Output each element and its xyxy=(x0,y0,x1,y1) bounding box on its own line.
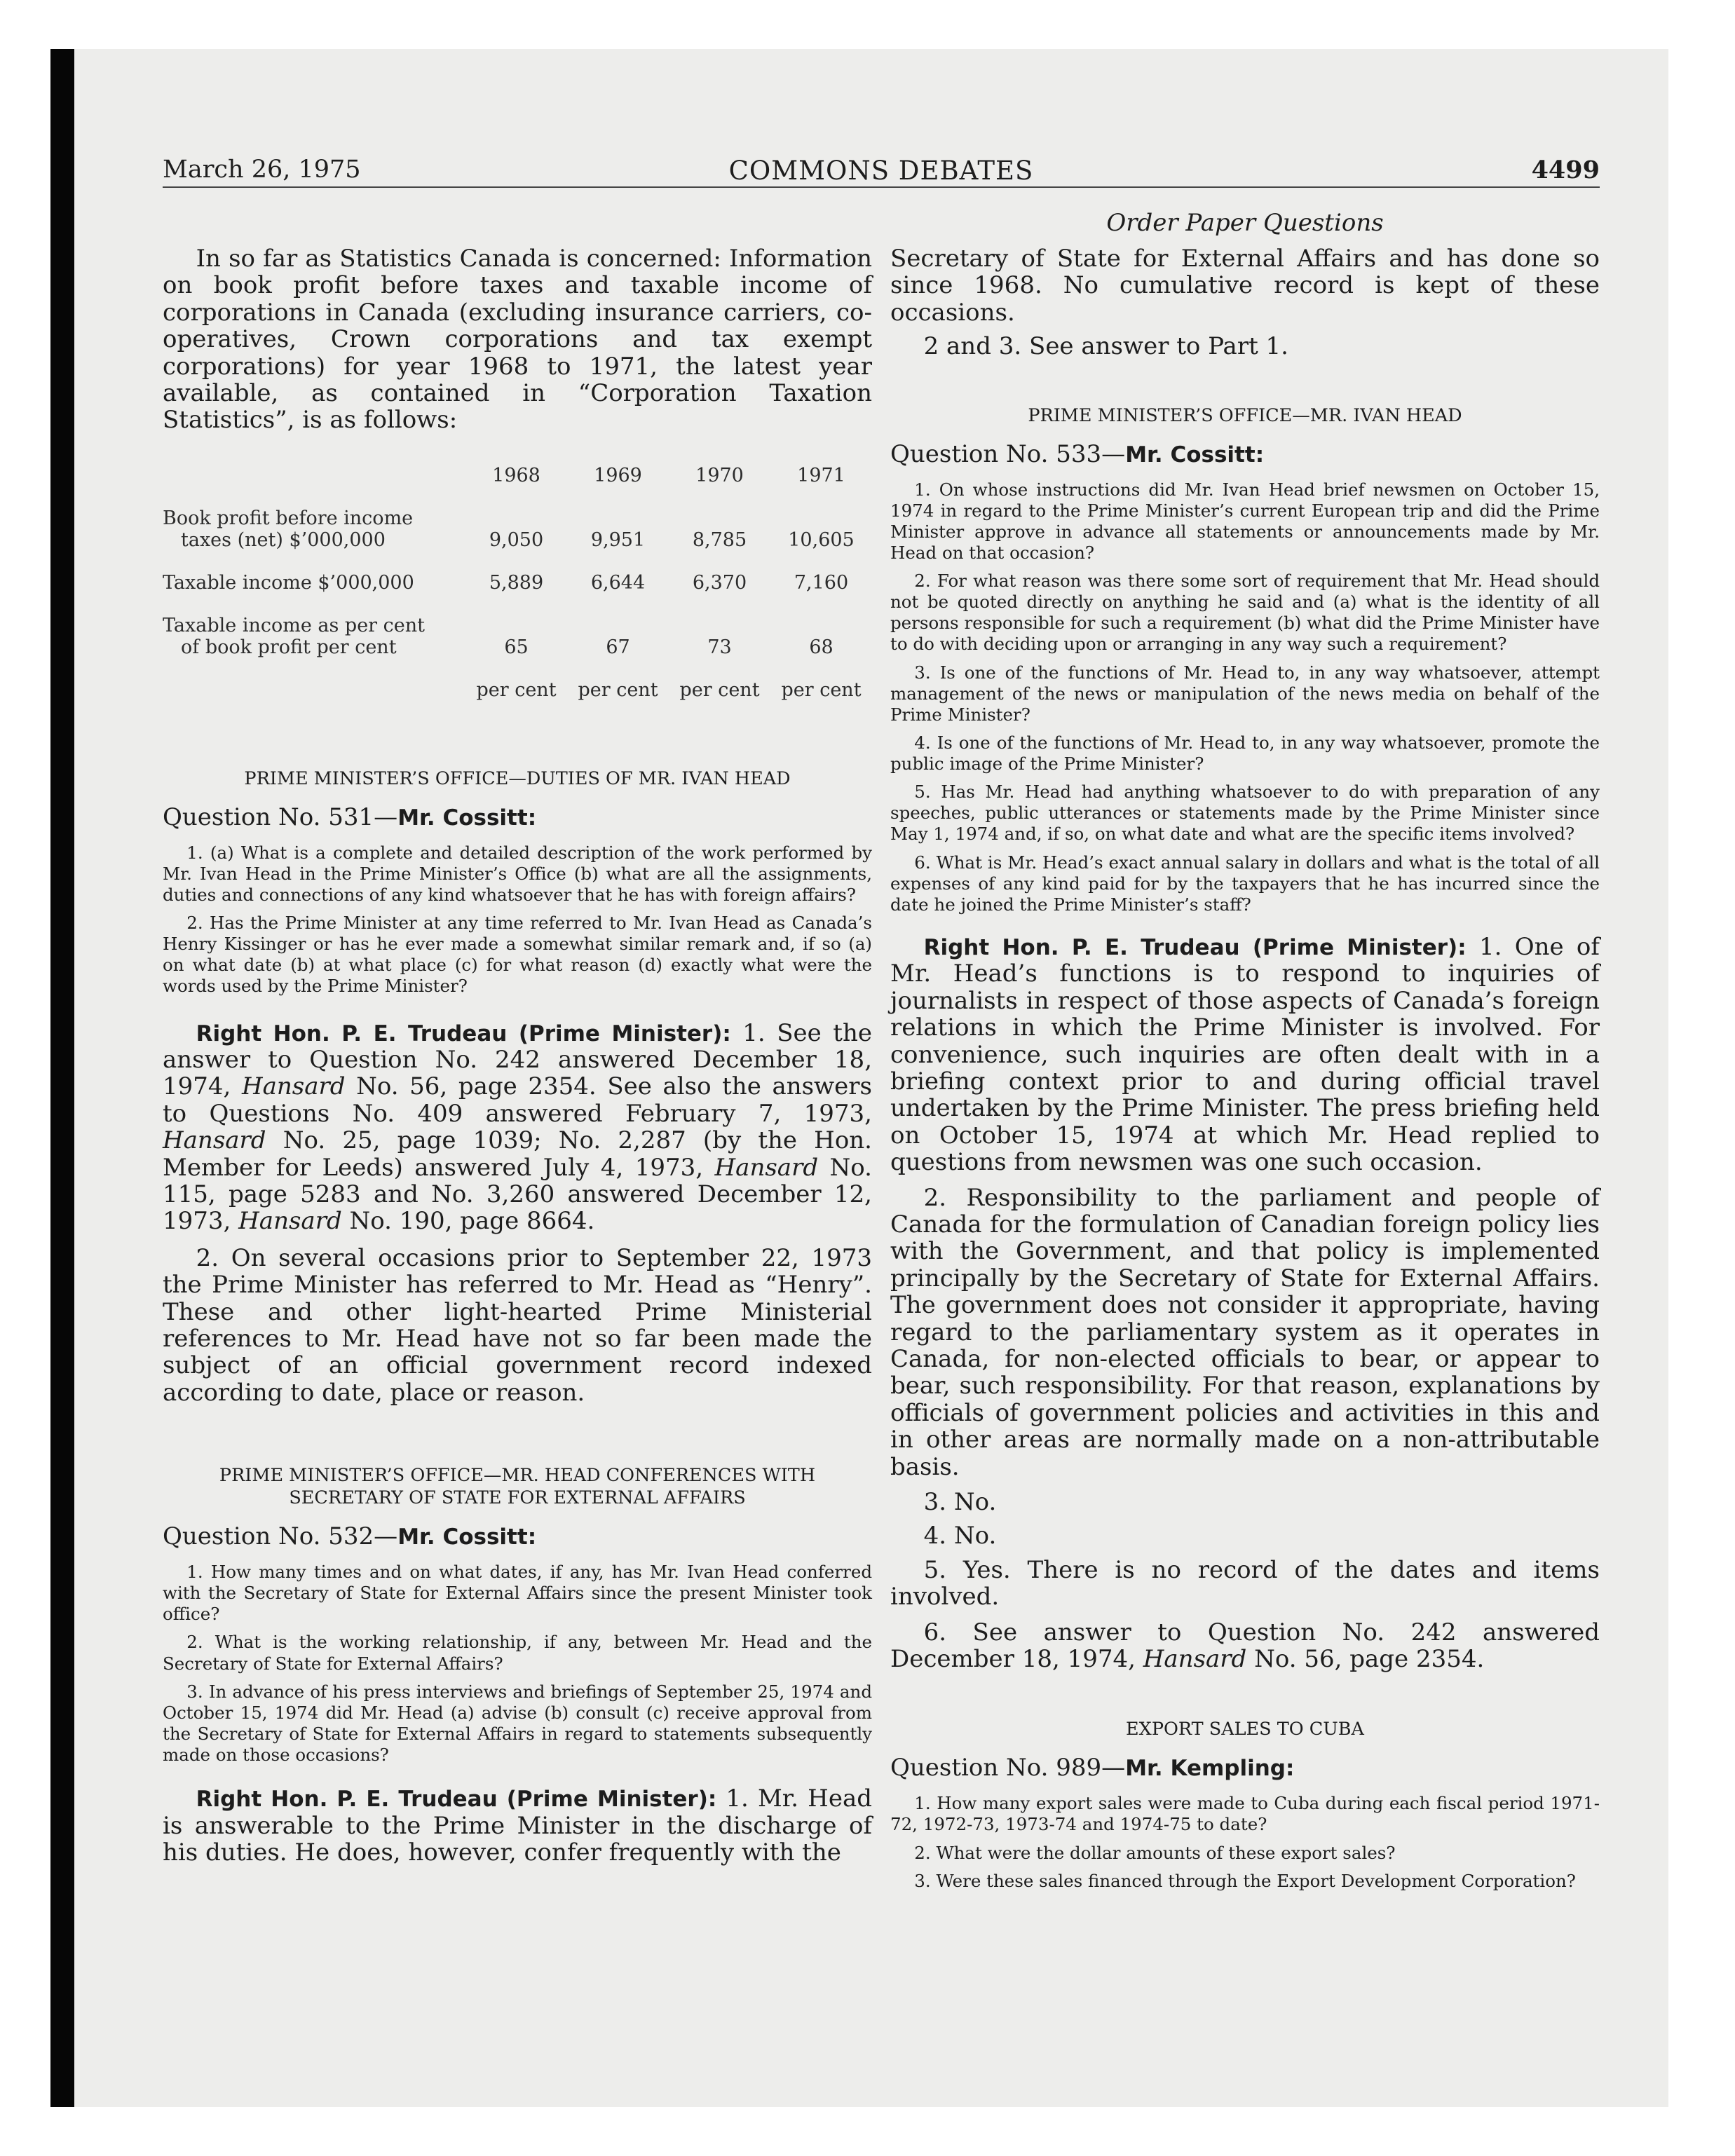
question-text: 1. How many export sales were made to Cuba during each fiscal period 1971-72, 1972-73, 1973-74 and 1974-75 to date? xyxy=(890,1793,1600,1835)
continued-paragraph: Secretary of State for External Affairs and has done so since 1968. No cumulative record is kept of these occasions. xyxy=(890,245,1600,327)
year-header: 1971 xyxy=(797,464,845,486)
unit-label: per cent xyxy=(476,678,557,701)
table-cell: 68 xyxy=(809,636,834,658)
answer-paragraph: Right Hon. P. E. Trudeau (Prime Minister): 1. See the answer to Question No. 242 answered December 18, 1974, Hansard No. 56, page 2354. See also the answers to Questions No. 409 answered February 7, 1973, Hansard No. 25, page 1039; No. 2,287 (by the Hon. Member for Leeds) answered July 4, 1973, Hansard No. 115, page 5283 and No. 3,260 answered December 12, 1973, Hansard No. 190, page 8664. xyxy=(163,1018,872,1236)
table-row xyxy=(163,572,872,594)
question-text: 5. Has Mr. Head had anything whatsoever to do with preparation of any speeches, public utterances or statements made by the Prime Minister since May 1, 1974 and, if so, on what date and what are the specific items involved? xyxy=(890,782,1600,845)
question-text: 1. How many times and on what dates, if any, has Mr. Ivan Head conferred with the Secretary of State for External Affairs since the present Minister took office? xyxy=(163,1562,872,1625)
row-label: Taxable income $’000,000 xyxy=(163,571,414,594)
year-header: 1970 xyxy=(695,464,744,486)
member-name: Mr. Cossitt: xyxy=(1125,442,1265,468)
table-row xyxy=(163,615,872,658)
year-header: 1968 xyxy=(492,464,540,486)
question-text: 3. In advance of his press interviews and briefings of September 25, 1974 and October 15, 1974 did Mr. Head (a) advise (b) consult (c) receive approval from the Secretary of State for External Affairs in regard to statements subsequently made on those occasions? xyxy=(163,1681,872,1766)
question-text: 2. For what reason was there some sort of requirement that Mr. Head should not be quoted directly on anything he said and (a) what is the identity of all persons responsible for such a requirement (b) what did the Prime Minister have to do with deciding upon or arranging in any way such a requirement? xyxy=(890,571,1600,655)
header-page-number: 4499 xyxy=(1531,156,1600,184)
question-text: 6. What is Mr. Head’s exact annual salary in dollars and what is the total of all expenses of any kind paid for by the taxpayers that he has incurred since the date he joined the Prime Minister’s staff? xyxy=(890,852,1600,915)
answer-paragraph: 2. Responsibility to the parliament and people of Canada for the formulation of Canadian foreign policy lies with the Government, and that policy is implemented principally by the Secretary of State for External Affairs. The government does not consider it appropriate, having regard to the parliamentary system as it operates in Canada, for non-elected officials to bear, or appear to bear, such responsibility. For that reason, explanations by officials of government policies and activities in this and in other areas are normally made on a non-attributable basis. xyxy=(890,1183,1600,1481)
table-cell: 7,160 xyxy=(794,571,849,594)
section-heading: PRIME MINISTER’S OFFICE—MR. HEAD CONFERENCES WITH SECRETARY OF STATE FOR EXTERNAL AFFAIRS xyxy=(219,1465,816,1509)
table-cell: 10,605 xyxy=(788,528,855,551)
member-name: Mr. Cossitt: xyxy=(397,805,537,831)
running-head: Order Paper Questions xyxy=(1106,209,1384,237)
answer-paragraph: 6. See answer to Question No. 242 answered December 18, 1974, Hansard No. 56, page 2354. xyxy=(890,1618,1600,1674)
table-cell: 6,644 xyxy=(590,571,646,594)
unit-row xyxy=(163,679,872,701)
header-date: March 26, 1975 xyxy=(163,156,361,184)
answer-paragraph: 3. No. xyxy=(923,1488,997,1516)
question-text: 2. What is the working relationship, if any, between Mr. Head and the Secretary of State for External Affairs? xyxy=(163,1632,872,1674)
year-header: 1969 xyxy=(594,464,642,486)
table-cell: 67 xyxy=(606,636,630,658)
question-line: Question No. 531—Mr. Cossitt: xyxy=(163,803,537,831)
table-cell: 65 xyxy=(504,636,529,658)
section-heading: EXPORT SALES TO CUBA xyxy=(1126,1719,1364,1740)
answer-paragraph: 2 and 3. See answer to Part 1. xyxy=(923,332,1288,361)
answer-paragraph: Right Hon. P. E. Trudeau (Prime Minister): 1. Mr. Head is answerable to the Prime Minister in the discharge of his duties. He does, however, confer frequently with the xyxy=(163,1785,872,1867)
left-column xyxy=(163,245,872,1866)
member-name: Mr. Cossitt: xyxy=(397,1524,537,1550)
answer-paragraph: 2. On several occasions prior to September 22, 1973 the Prime Minister has referred to Mr. Head as “Henry”. These and other light-hearted Prime Ministerial references to Mr. Head have not so far been made the subject of an official government record indexed according to date, place or reason. xyxy=(163,1243,872,1407)
answer-paragraph: 4. No. xyxy=(923,1522,997,1550)
section-heading: PRIME MINISTER’S OFFICE—MR. IVAN HEAD xyxy=(1028,404,1462,426)
row-label: Book profit before income taxes (net) $’000,000 xyxy=(163,507,414,551)
table-cell: 6,370 xyxy=(692,571,747,594)
unit-label: per cent xyxy=(578,678,658,701)
question-text: 3. Were these sales financed through the Export Development Corporation? xyxy=(914,1870,1576,1891)
unit-label: per cent xyxy=(679,678,760,701)
speaker-name: Right Hon. P. E. Trudeau (Prime Minister): xyxy=(196,1787,717,1813)
section-heading: PRIME MINISTER’S OFFICE—DUTIES OF MR. IVAN HEAD xyxy=(244,767,791,789)
table-cell: 9,951 xyxy=(590,528,646,551)
table-cell: 5,889 xyxy=(489,571,544,594)
question-text: 2. What were the dollar amounts of these export sales? xyxy=(914,1842,1396,1863)
table-cell: 73 xyxy=(707,636,732,658)
member-name: Mr. Kempling: xyxy=(1125,1756,1295,1782)
table-row xyxy=(163,507,872,551)
right-column xyxy=(890,245,1600,1899)
speaker-name: Right Hon. P. E. Trudeau (Prime Minister): xyxy=(923,934,1467,960)
speaker-name: Right Hon. P. E. Trudeau (Prime Minister): xyxy=(196,1021,731,1046)
question-text: 4. Is one of the functions of Mr. Head to, in any way whatsoever, promote the public image of the Prime Minister? xyxy=(890,732,1600,774)
unit-label: per cent xyxy=(781,678,862,701)
intro-paragraph: In so far as Statistics Canada is concerned: Information on book profit before taxes and taxable income of corporations in Canada (excluding insurance carriers, co-operatives, Crown corporations and tax exempt corporations) for year 1968 to 1971, the latest year available, as contained in “Corporation Taxation Statistics”, is as follows: xyxy=(163,245,872,435)
answer-paragraph: 5. Yes. There is no record of the dates and items involved. xyxy=(890,1555,1600,1611)
answer-paragraph: Right Hon. P. E. Trudeau (Prime Minister): 1. One of Mr. Head’s functions is to respond to inquiries of journalists in respect of those aspects of Canada’s foreign relations in which the Prime Minister is involved. For convenience, such inquiries are often dealt with in a briefing context prior to and during official travel undertaken by the Prime Minister. The press briefing held on October 15, 1974 at which Mr. Head replied to questions from newsmen was one such occasion. xyxy=(890,932,1600,1177)
question-line: Question No. 532—Mr. Cossitt: xyxy=(163,1522,537,1551)
question-line: Question No. 989—Mr. Kempling: xyxy=(890,1754,1295,1782)
question-line: Question No. 533—Mr. Cossitt: xyxy=(890,439,1265,468)
question-text: 1. (a) What is a complete and detailed description of the work performed by Mr. Ivan Head in the Prime Minister’s Office (b) what are all the assignments, duties and connections of any kind whatsoever that he has with foreign affairs? xyxy=(163,842,872,905)
question-text: 1. On whose instructions did Mr. Ivan Head brief newsmen on October 15, 1974 in regard to the Prime Minister’s current European trip and did the Prime Minister approve in advance all statements or announcements made by Mr. Head on that occasion? xyxy=(890,479,1600,563)
table-cell: 8,785 xyxy=(692,528,747,551)
question-text: 2. Has the Prime Minister at any time referred to Mr. Ivan Head as Canada’s Henry Kissinger or has he ever made a somewhat similar remark and, if so (a) on what date (b) at what place (c) for what reason (d) exactly what were the words used by the Prime Minister? xyxy=(163,913,872,997)
table-cell: 9,050 xyxy=(489,528,544,551)
page-header xyxy=(163,156,1600,188)
binding-edge xyxy=(50,49,74,2107)
header-title: COMMONS DEBATES xyxy=(728,156,1034,186)
question-text: 3. Is one of the functions of Mr. Head to, in any way whatsoever, attempt management of the news or manipulation of the news media on behalf of the Prime Minister? xyxy=(890,662,1600,725)
table-header-row xyxy=(163,465,872,486)
statistics-table xyxy=(163,465,872,701)
row-label: Taxable income as per cent of book profit per cent xyxy=(163,614,426,658)
